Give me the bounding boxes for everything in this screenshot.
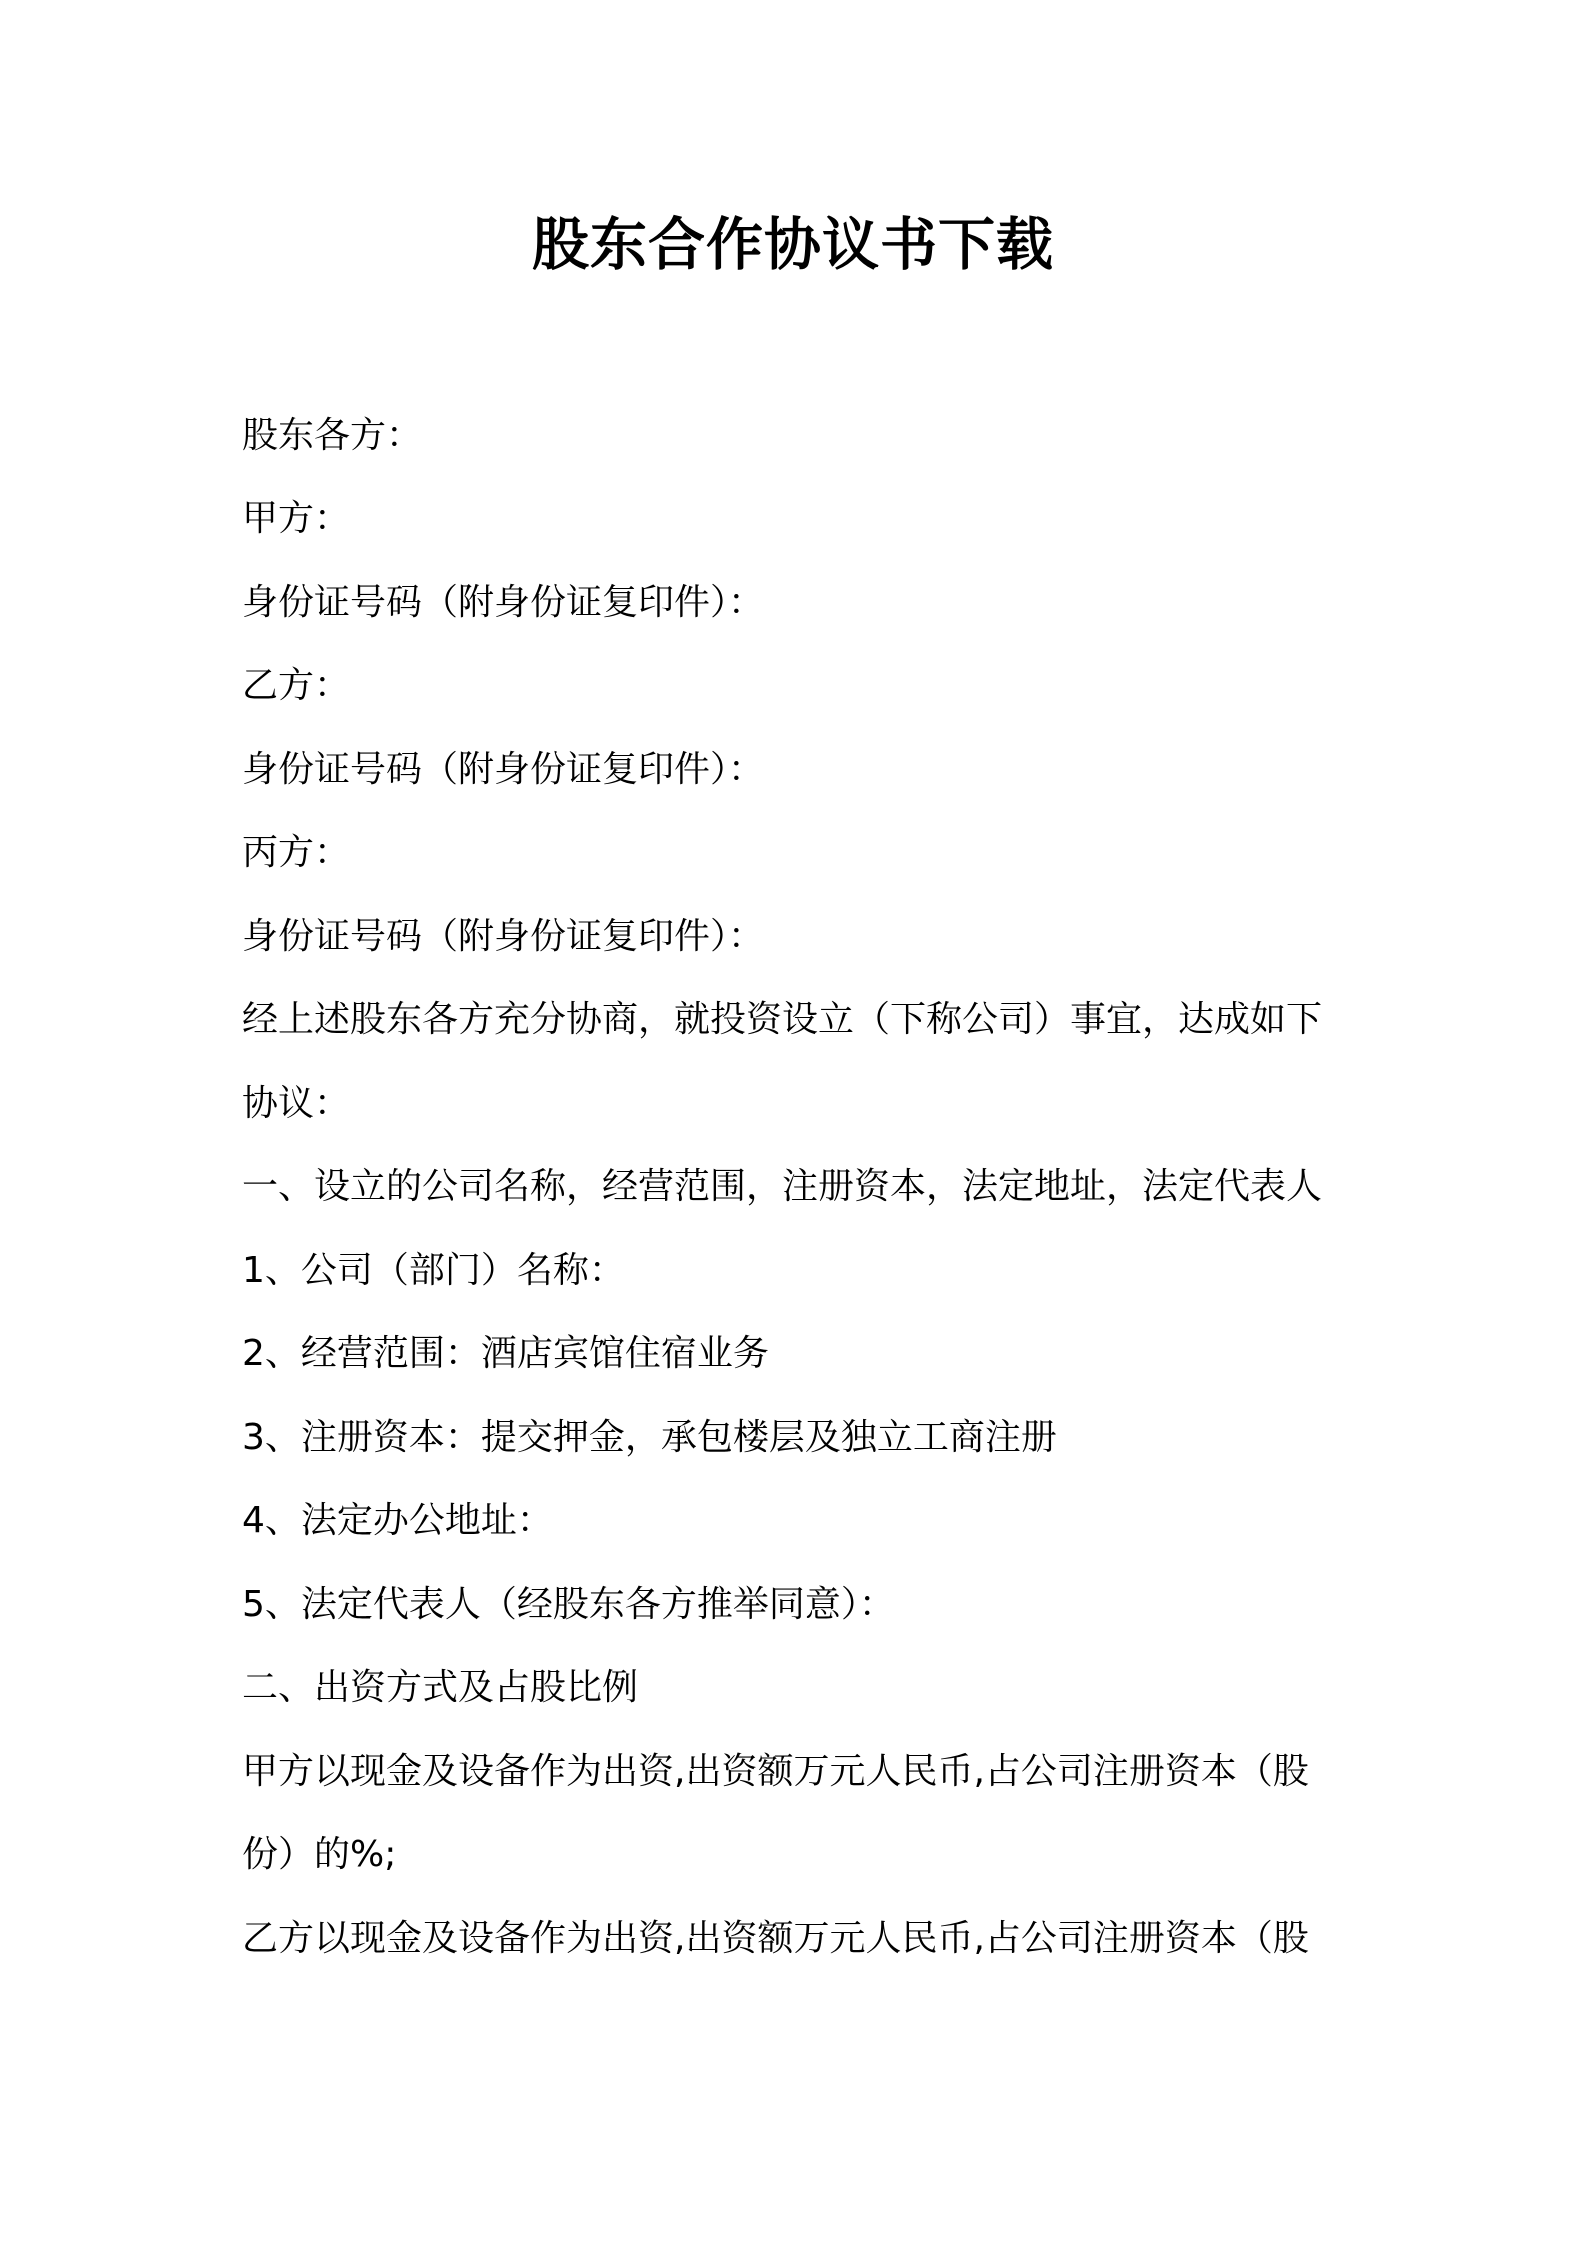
shareholders-heading: 股东各方：: [242, 415, 423, 456]
document-title: 股东合作协议书下载: [532, 212, 1054, 278]
clause-office-address: 4、法定办公地址：: [242, 1500, 553, 1541]
party-a-contribution-line-2: 份）的%;: [242, 1834, 397, 1875]
section-1-heading: 一、设立的公司名称，经营范围，注册资本，法定地址，法定代表人: [242, 1166, 1323, 1207]
party-c-id-label: 身份证号码（附身份证复印件）：: [242, 916, 765, 957]
party-b-label: 乙方：: [242, 665, 351, 706]
clause-business-scope: 2、经营范围：酒店宾馆住宿业务: [242, 1333, 769, 1374]
party-b-contribution-line-1: 乙方以现金及设备作为出资,出资额万元人民币,占公司注册资本（股: [242, 1918, 1309, 1959]
party-a-contribution-line-1: 甲方以现金及设备作为出资,出资额万元人民币,占公司注册资本（股: [242, 1751, 1309, 1792]
party-c-label: 丙方：: [242, 832, 351, 873]
clause-registered-capital: 3、注册资本：提交押金，承包楼层及独立工商注册: [242, 1417, 1057, 1458]
preamble-line-2: 协议：: [242, 1083, 351, 1124]
party-a-label: 甲方：: [242, 498, 351, 539]
party-a-id-label: 身份证号码（附身份证复印件）：: [242, 582, 765, 623]
clause-company-name: 1、公司（部门）名称：: [242, 1250, 625, 1291]
clause-legal-representative: 5、法定代表人（经股东各方推举同意）：: [242, 1584, 895, 1625]
section-2-heading: 二、出资方式及占股比例: [242, 1667, 639, 1708]
preamble-line-1: 经上述股东各方充分协商，就投资设立（下称公司）事宜，达成如下: [242, 999, 1323, 1040]
party-b-id-label: 身份证号码（附身份证复印件）：: [242, 749, 765, 790]
